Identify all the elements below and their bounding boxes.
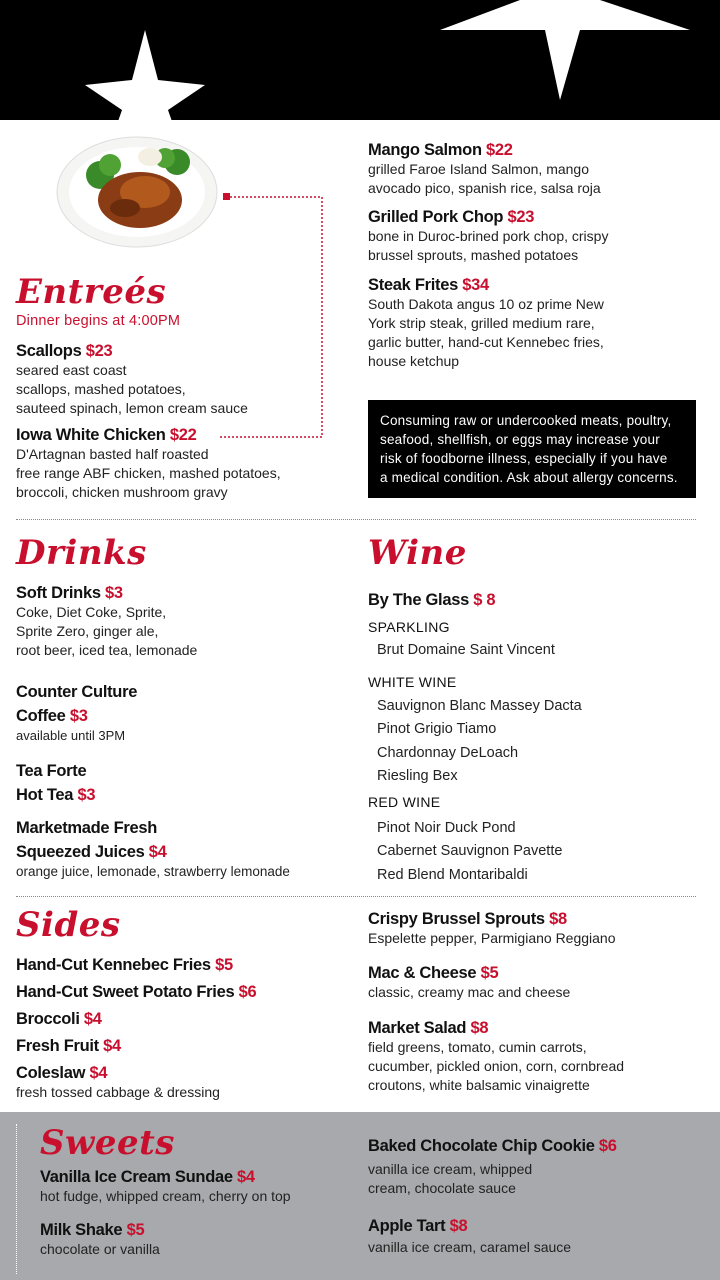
- item-desc: croutons, white balsamic vinaigrette: [368, 1077, 590, 1093]
- divider: [16, 519, 696, 520]
- item-name: Marketmade Fresh: [16, 819, 158, 837]
- item-name: Milk Shake: [40, 1221, 123, 1239]
- wine-item: Chardonnay DeLoach: [377, 744, 519, 761]
- item-desc: D'Artagnan basted half roasted: [16, 446, 209, 462]
- item-price: $3: [69, 707, 88, 725]
- menu-item-steak-frites: [368, 275, 604, 371]
- star-decoration: [0, 0, 720, 120]
- item-name: Crispy Brussel Sprouts: [368, 910, 545, 928]
- item-name: Hand-Cut Kennebec Fries: [16, 956, 211, 974]
- item-desc: free range ABF chicken, mashed potatoes,: [16, 465, 281, 481]
- item-name: Scallops: [16, 342, 82, 360]
- item-price: $22: [486, 141, 513, 159]
- item-price: $4: [148, 843, 167, 861]
- star-left: [85, 30, 205, 120]
- item-price: $4: [89, 1064, 108, 1082]
- item-desc: Espelette pepper, Parmigiano Reggiano: [368, 930, 616, 946]
- item-price: $6: [238, 983, 257, 1001]
- notice-line: seafood, shellfish, or eggs may increase your: [380, 432, 660, 447]
- menu-item-juices: [16, 818, 290, 881]
- item-price: $5: [480, 964, 499, 982]
- item-desc: cucumber, pickled onion, corn, cornbread: [368, 1058, 625, 1074]
- item-desc: orange juice, lemonade, strawberry lemonade: [16, 864, 290, 879]
- item-price: $5: [215, 956, 233, 974]
- entree-plate-image: [55, 130, 220, 250]
- item-name: Soft Drinks: [16, 584, 101, 602]
- drinks-title: Drinks: [16, 533, 147, 573]
- item-desc: bone in Duroc-brined pork chop, crispy: [368, 228, 609, 244]
- menu-item-iowa-chicken: [16, 425, 281, 502]
- sweets-border: [16, 1124, 17, 1274]
- item-price: $8: [449, 1217, 468, 1235]
- menu-item-hot-tea: [16, 761, 95, 805]
- item-desc: house ketchup: [368, 353, 460, 369]
- menu-item-mac-cheese: [368, 963, 570, 1002]
- menu-item-milk-shake: [40, 1220, 160, 1259]
- item-price: $22: [169, 426, 197, 444]
- wine-item: Sauvignon Blanc Massey Dacta: [377, 698, 582, 714]
- item-name: Grilled Pork Chop: [368, 208, 504, 226]
- side-item: [16, 952, 256, 979]
- item-desc: fresh tossed cabbage & dressing: [16, 1084, 220, 1100]
- wine-item: Brut Domaine Saint Vincent: [377, 642, 555, 658]
- item-price: $23: [85, 342, 113, 360]
- menu-item-apple-tart: [368, 1216, 571, 1257]
- item-name: Squeezed Juices: [16, 843, 145, 861]
- item-name: Coffee: [16, 707, 66, 725]
- item-name: Apple Tart: [368, 1217, 446, 1235]
- item-name: Counter Culture: [16, 683, 138, 701]
- item-name: Iowa White Chicken: [16, 426, 166, 444]
- item-desc: classic, creamy mac and cheese: [368, 984, 571, 1000]
- item-name: Hot Tea: [16, 786, 74, 804]
- menu-item-coffee: [16, 682, 137, 745]
- item-price: $8: [470, 1019, 489, 1037]
- entrees-title: Entreés: [16, 272, 167, 312]
- item-desc: York strip steak, grilled medium rare,: [368, 315, 595, 331]
- side-item: [16, 979, 256, 1006]
- red-wine-list: [377, 817, 562, 887]
- item-desc: hot fudge, whipped cream, cherry on top: [40, 1188, 291, 1204]
- star-right: [440, 0, 690, 100]
- item-desc: vanilla ice cream, whipped: [368, 1161, 533, 1177]
- item-price: $4: [83, 1010, 102, 1028]
- side-item: [16, 1006, 256, 1033]
- sides-list-left: [16, 952, 256, 1102]
- menu-item-pork-chop: [368, 207, 608, 265]
- wine-item: Cabernet Sauvignon Pavette: [377, 843, 563, 860]
- item-desc: field greens, tomato, cumin carrots,: [368, 1039, 587, 1055]
- item-price: $8: [549, 910, 567, 928]
- wine-category: WHITE WINE: [368, 674, 457, 690]
- notice-line: Consuming raw or undercooked meats, poultry,: [380, 413, 672, 428]
- item-price: $3: [77, 786, 96, 804]
- item-desc: Sprite Zero, ginger ale,: [16, 623, 159, 639]
- item-name: Tea Forte: [16, 762, 87, 780]
- wine-item: Pinot Noir Duck Pond: [377, 820, 516, 836]
- item-desc: grilled Faroe Island Salmon, mango: [368, 161, 590, 177]
- side-item: [16, 1033, 256, 1060]
- wine-item: Riesling Bex: [377, 767, 458, 784]
- item-desc: Coke, Diet Coke, Sprite,: [16, 604, 167, 620]
- item-desc: sauteed spinach, lemon cream sauce: [16, 400, 248, 416]
- glass-label: By The Glass: [368, 591, 469, 609]
- food-safety-notice: [368, 400, 696, 498]
- item-desc: chocolate or vanilla: [40, 1241, 160, 1257]
- item-desc: South Dakota angus 10 oz prime New: [368, 296, 604, 312]
- item-name: Steak Frites: [368, 276, 458, 294]
- item-name: Mac & Cheese: [368, 964, 477, 982]
- notice-line: a medical condition. Ask about allergy concerns.: [380, 470, 678, 485]
- top-banner: [0, 0, 720, 120]
- divider: [16, 896, 696, 897]
- wine-category: RED WINE: [368, 794, 441, 810]
- item-desc: brussel sprouts, mashed potatoes: [368, 247, 579, 263]
- item-name: Coleslaw: [16, 1064, 86, 1082]
- item-name: Vanilla Ice Cream Sundae: [40, 1168, 233, 1186]
- item-name: Hand-Cut Sweet Potato Fries: [16, 983, 235, 1001]
- item-price: $3: [105, 584, 123, 602]
- menu-item-market-salad: [368, 1018, 624, 1095]
- menu-item-sundae: [40, 1167, 291, 1206]
- item-name: Mango Salmon: [368, 141, 482, 159]
- item-desc: cream, chocolate sauce: [368, 1180, 516, 1196]
- glass-price: $ 8: [473, 591, 496, 609]
- wine-item: Red Blend Montaribaldi: [377, 866, 528, 883]
- item-desc: garlic butter, hand-cut Kennebec fries,: [368, 334, 604, 350]
- item-price: $23: [507, 208, 535, 226]
- item-price: $34: [462, 276, 489, 294]
- item-name: Fresh Fruit: [16, 1037, 99, 1055]
- white-wine-list: [377, 695, 582, 788]
- item-name: Broccoli: [16, 1010, 80, 1028]
- dinner-note: Dinner begins at 4:00PM: [16, 313, 181, 329]
- menu-item-soft-drinks: [16, 583, 197, 660]
- item-desc: root beer, iced tea, lemonade: [16, 642, 198, 658]
- item-name: Market Salad: [368, 1019, 467, 1037]
- sides-title: Sides: [16, 905, 121, 945]
- item-price: $6: [598, 1137, 617, 1155]
- menu-item-mango-salmon: [368, 140, 601, 198]
- item-desc: vanilla ice cream, caramel sauce: [368, 1239, 572, 1255]
- item-price: $5: [126, 1221, 145, 1239]
- item-desc: broccoli, chicken mushroom gravy: [16, 484, 228, 500]
- item-name: Baked Chocolate Chip Cookie: [368, 1137, 595, 1155]
- menu-item-scallops: [16, 341, 248, 418]
- wine-category: SPARKLING: [368, 619, 450, 635]
- item-desc: scallops, mashed potatoes,: [16, 381, 186, 397]
- item-desc: seared east coast: [16, 362, 127, 378]
- wine-title: Wine: [368, 533, 467, 573]
- menu-item-brussel-sprouts: [368, 909, 616, 948]
- notice-line: risk of foodborne illness, especially if you have: [380, 451, 668, 466]
- wine-item: Pinot Grigio Tiamo: [377, 721, 497, 738]
- sweets-title: Sweets: [40, 1123, 175, 1163]
- by-the-glass: [368, 590, 495, 610]
- item-price: $4: [103, 1037, 121, 1055]
- item-desc: avocado pico, spanish rice, salsa roja: [368, 180, 601, 196]
- item-desc: available until 3PM: [16, 728, 126, 743]
- item-price: $4: [237, 1168, 255, 1186]
- menu-item-cookie: [368, 1136, 617, 1198]
